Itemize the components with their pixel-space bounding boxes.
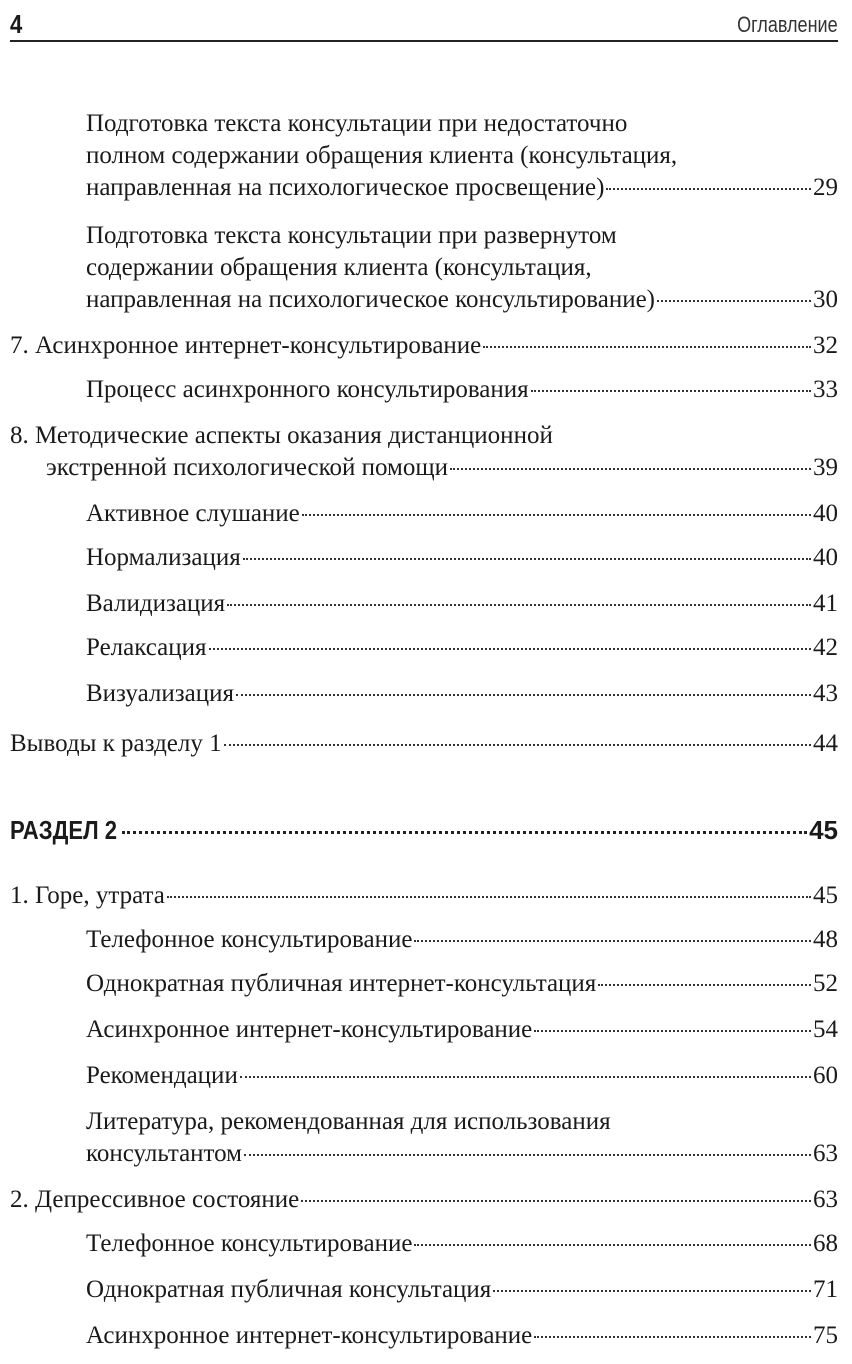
toc-entry-text: Литература, рекомендованная для использования <box>86 1108 611 1135</box>
toc-page-number: 39 <box>813 454 838 481</box>
toc-entry-text: Телефонное консультирование <box>86 1230 413 1257</box>
toc-entry[interactable] <box>86 632 838 664</box>
toc-entry[interactable] <box>86 1106 838 1170</box>
toc-page-number: 45 <box>809 815 838 845</box>
toc-entry-text: направленная на психологическое просвещение) <box>86 174 605 201</box>
toc-entry-text: 7. Асинхронное интернет-консультирование <box>10 332 482 359</box>
toc-page-number: 71 <box>813 1276 838 1303</box>
toc-entry-text: направленная на психологическое консультирование) <box>86 286 655 313</box>
toc-entry[interactable] <box>10 728 838 760</box>
dot-leader <box>243 558 811 560</box>
toc-entry[interactable] <box>86 1320 838 1352</box>
toc-entry-text: Асинхронное интернет-консультирование <box>86 1016 533 1043</box>
toc-entry[interactable] <box>86 678 838 710</box>
section-title: РАЗДЕЛ 2 <box>10 815 118 845</box>
dot-leader <box>414 1244 811 1246</box>
dot-leader <box>493 1290 811 1292</box>
toc-page-number: 40 <box>813 544 838 571</box>
toc-page-number: 41 <box>813 590 838 617</box>
toc-entry[interactable] <box>10 1184 838 1216</box>
dot-leader <box>450 468 811 470</box>
running-title: Оглавление <box>737 12 838 37</box>
toc-entry[interactable] <box>86 588 838 620</box>
toc-entry[interactable] <box>86 374 838 406</box>
toc-page-number: 54 <box>813 1016 838 1043</box>
toc-entry-text: Выводы к разделу 1 <box>10 730 222 757</box>
toc-entry-text: Активное слушание <box>86 500 300 527</box>
toc-entry-text: Процесс асинхронного консультирования <box>86 376 529 403</box>
toc-page-number: 60 <box>813 1062 838 1089</box>
toc-entry[interactable] <box>86 1228 838 1260</box>
toc-entry[interactable] <box>86 498 838 530</box>
toc-page-number: 29 <box>813 174 838 201</box>
dot-leader <box>122 831 807 834</box>
toc-entry[interactable] <box>10 420 838 484</box>
toc-entry-text: Валидизация <box>86 590 226 617</box>
toc-page-number: 63 <box>813 1186 838 1213</box>
toc-entry-text: экстренной психологической помощи <box>46 454 448 481</box>
toc-page-number: 45 <box>813 882 838 909</box>
dot-leader <box>244 1154 811 1156</box>
toc-page-number: 33 <box>813 376 838 403</box>
dot-leader <box>531 390 811 392</box>
toc-page-number: 63 <box>813 1140 838 1167</box>
dot-leader <box>657 300 811 302</box>
dot-leader <box>227 604 811 606</box>
toc-entry-text: полном содержании обращения клиента (консультация, <box>86 142 678 169</box>
toc-entry[interactable] <box>10 330 838 362</box>
toc-entry-text: Рекомендации <box>86 1062 238 1089</box>
toc-entry-text: Релаксация <box>86 634 207 661</box>
page-number: 4 <box>10 9 23 39</box>
dot-leader <box>598 984 811 986</box>
toc-entry-text: Асинхронное интернет-консультирование <box>86 1322 533 1349</box>
toc-entry-text: Визуализация <box>86 680 234 707</box>
dot-leader <box>167 896 811 898</box>
toc-entry-text: 2. Депрессивное состояние <box>10 1186 300 1213</box>
toc-page-number: 48 <box>813 926 838 953</box>
toc-page-number: 52 <box>813 970 838 997</box>
toc-entry[interactable] <box>86 1014 838 1046</box>
toc-page-number: 30 <box>813 286 838 313</box>
toc-entry-text: 1. Горе, утрата <box>10 882 165 909</box>
dot-leader <box>414 940 811 942</box>
toc-entry[interactable] <box>86 542 838 574</box>
toc-entry-text: Однократная публичная консультация <box>86 1276 492 1303</box>
toc-entry[interactable] <box>86 220 838 316</box>
dot-leader <box>606 188 811 190</box>
running-head <box>10 8 838 42</box>
toc-entry-text: содержании обращения клиента (консультация, <box>86 254 592 281</box>
toc-entry[interactable] <box>86 1060 838 1092</box>
toc-entry-text: Однократная публичная интернет-консультация <box>86 970 597 997</box>
dot-leader <box>302 514 811 516</box>
toc-page-number: 32 <box>813 332 838 359</box>
toc-page-number: 43 <box>813 680 838 707</box>
toc-entry-text: Телефонное консультирование <box>86 926 413 953</box>
toc-entry[interactable] <box>86 1274 838 1306</box>
toc-entry-text: Подготовка текста консультации при недостаточно <box>86 110 628 137</box>
toc-page-number: 42 <box>813 634 838 661</box>
toc-entry[interactable] <box>86 108 838 204</box>
dot-leader <box>534 1030 811 1032</box>
dot-leader <box>240 1076 811 1078</box>
toc-entry-text: 8. Методические аспекты оказания дистанционной <box>10 422 553 449</box>
toc-entry-text: консультантом <box>86 1140 242 1167</box>
toc-section-heading[interactable] <box>10 814 838 846</box>
dot-leader <box>301 1200 811 1202</box>
dot-leader <box>483 346 811 348</box>
toc-page-number: 68 <box>813 1230 838 1257</box>
dot-leader <box>534 1336 811 1338</box>
dot-leader <box>209 648 811 650</box>
toc-page-number: 75 <box>813 1322 838 1349</box>
toc-entry[interactable] <box>86 924 838 956</box>
toc-entry-text: Подготовка текста консультации при развернутом <box>86 222 617 249</box>
dot-leader <box>224 744 811 746</box>
toc-entry[interactable] <box>10 880 838 912</box>
toc-entry[interactable] <box>86 968 838 1000</box>
toc-page-number: 44 <box>813 730 838 757</box>
toc-entry-text: Нормализация <box>86 544 241 571</box>
dot-leader <box>236 694 811 696</box>
toc-page-number: 40 <box>813 500 838 527</box>
